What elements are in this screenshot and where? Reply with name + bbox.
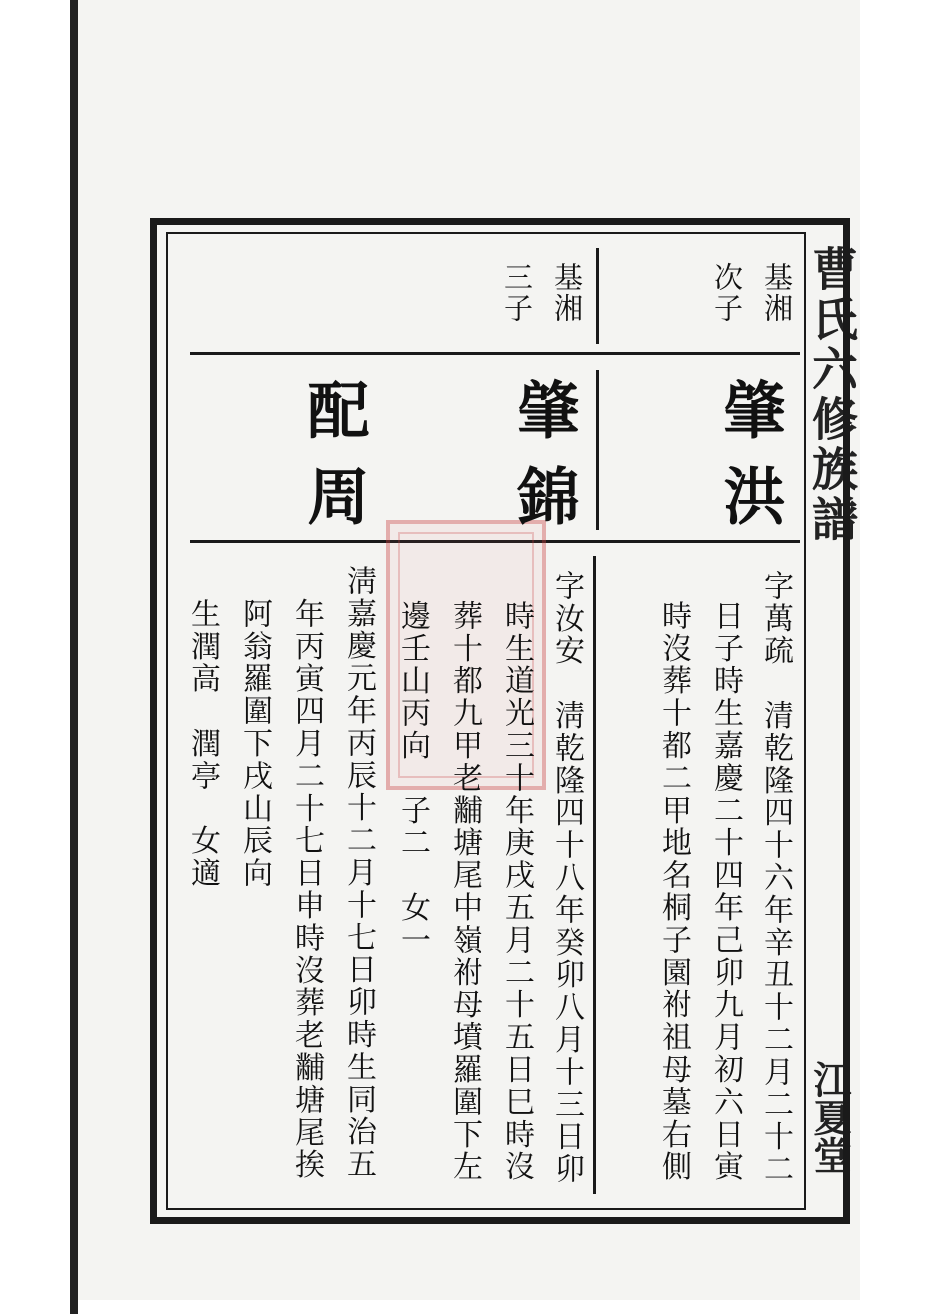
entry-3-line-2: 年丙寅四月二十七日申時沒葬老黼塘尾挨 (289, 598, 324, 1182)
entry-3-line-4: 生潤高 潤亭 女適 (185, 598, 220, 890)
entry-column-divider (593, 556, 596, 1194)
header-father-1: 基湘 (760, 262, 794, 324)
entry-2-line-3: 葬十都九甲老黼塘尾中嶺祔母墳羅圍下左 (447, 600, 482, 1184)
entry-1-line-2: 日子時生嘉慶二十四年己卯九月初六日寅 (708, 600, 743, 1184)
entry-2-line-4: 邊壬山丙向 子二 女一 (395, 600, 430, 957)
names-column-divider (596, 370, 599, 530)
header-order-1: 次子 (710, 262, 744, 324)
binding-edge (70, 0, 78, 1314)
entry-2-line-2: 時生道光三十年庚戌五月二十五日巳時沒 (499, 600, 534, 1184)
entry-1-line-3: 時沒葬十都二甲地名桐子園祔祖母墓右側 (656, 600, 691, 1184)
person-name-1: 肇洪 (713, 378, 786, 550)
header-column-divider (596, 248, 599, 344)
entry-3-line-3: 阿翁羅圍下戌山辰向 (237, 598, 272, 890)
hall-name: 江夏堂 (807, 1060, 852, 1174)
entry-3-line-1: 淸嘉慶元年丙辰十二月十七日卯時生同治五 (341, 565, 376, 1181)
book-title: 曹氏六修族譜 (805, 245, 859, 545)
person-name-2: 肇錦 (507, 378, 580, 550)
spouse-name: 配周 (297, 378, 370, 550)
header-father-2: 基湘 (550, 262, 584, 324)
entry-1-line-1: 字萬疏 清乾隆四十六年辛丑十二月二十二 (758, 570, 793, 1186)
header-order-2: 三子 (500, 262, 534, 324)
entry-2-line-1: 字汝安 淸乾隆四十八年癸卯八月十三日卯 (549, 570, 584, 1186)
header-divider (190, 352, 800, 355)
